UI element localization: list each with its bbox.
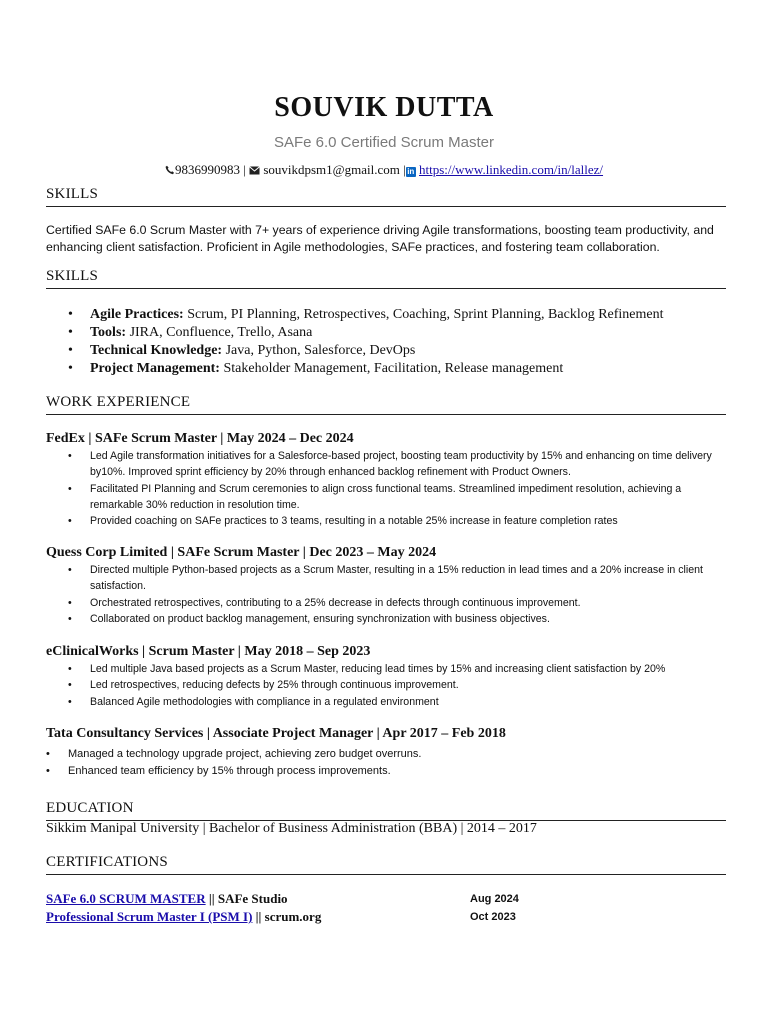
skills-heading: SKILLS (46, 268, 726, 289)
phone-number: 9836990983 (174, 162, 240, 177)
contact-separator: | (239, 162, 250, 177)
job-title-quess: Quess Corp Limited | SAFe Scrum Master | Dec 2023 – May 2024 (46, 545, 437, 560)
job-title-eclinicalworks: eClinicalWorks | Scrum Master | May 2018 – Sep 2023 (46, 644, 371, 659)
list-item: • Managed a technology upgrade project, achieving zero budget overruns. (46, 746, 706, 763)
certification-link[interactable]: SAFe 6.0 SCRUM MASTER (46, 891, 206, 906)
list-item: • Led multiple Java based projects as a Scrum Master, reducing lead times by 15% and increasing client satisfaction by 20% (68, 661, 728, 677)
list-item: • Provided coaching on SAFe practices to 3 teams, resulting in a notable 25% increase in feature completion rates (68, 513, 728, 529)
list-item: • Technical Knowledge: Java, Python, Salesforce, DevOps (68, 342, 748, 360)
candidate-name: SOUVIK DUTTA (274, 92, 494, 123)
certification-issuer: || scrum.org (252, 909, 322, 924)
certification-date: Oct 2023 (470, 911, 516, 923)
job-bullets-tcs (46, 746, 706, 780)
skills-list (68, 306, 748, 378)
certification-row (46, 891, 746, 907)
summary-text: Certified SAFe 6.0 Scrum Master with 7+ years of experience driving Agile transformations, boosting team productivity, and enhancing client satisfaction. Proficient in Agile methodologies, SAFe practices, and fostering team collaboration. (46, 223, 714, 254)
education-heading: EDUCATION (46, 800, 726, 821)
list-item: • Collaborated on product backlog management, ensuring synchronization with business objectives. (68, 611, 728, 627)
list-item: • Agile Practices: Scrum, PI Planning, Retrospectives, Coaching, Sprint Planning, Backlog Refinement (68, 306, 748, 324)
email-address: souvikdpsm1@gmail.com (263, 162, 400, 177)
phone-icon (165, 163, 175, 179)
job-bullets-fedex (68, 448, 728, 529)
certification-issuer: || SAFe Studio (205, 891, 288, 906)
linkedin-icon: in (407, 167, 415, 176)
list-item: • Orchestrated retrospectives, contributing to a 25% decrease in defects through continuous improvement. (68, 595, 728, 611)
job-title-tcs: Tata Consultancy Services | Associate Project Manager | Apr 2017 – Feb 2018 (46, 726, 506, 741)
certification-date: Aug 2024 (470, 893, 519, 905)
job-bullets-quess (68, 562, 728, 627)
contact-separator-2: | (399, 162, 406, 177)
contact-line (0, 162, 768, 179)
list-item: • Directed multiple Python-based projects as a Scrum Master, resulting in a 15% reduction in lead times and a 20% increase in client satisfaction. (68, 562, 728, 595)
summary-heading: SKILLS (46, 186, 726, 207)
candidate-subtitle: SAFe 6.0 Certified Scrum Master (273, 134, 495, 151)
list-item: • Project Management: Stakeholder Management, Facilitation, Release management (68, 360, 748, 378)
job-title-fedex: FedEx | SAFe Scrum Master | May 2024 – Dec 2024 (46, 431, 354, 446)
list-item: • Enhanced team efficiency by 15% through process improvements. (46, 763, 706, 780)
list-item: • Led Agile transformation initiatives for a Salesforce-based project, boosting team productivity by 15% and enhancing on time delivery by10%. Improved sprint efficiency by 20% through enhanced backlog refinement with Product Owners. (68, 448, 728, 481)
education-entry: Sikkim Manipal University | Bachelor of Business Administration (BBA) | 2014 – 2017 (46, 821, 537, 836)
job-bullets-eclinicalworks (68, 661, 728, 710)
list-item: • Balanced Agile methodologies with compliance in a regulated environment (68, 694, 728, 710)
list-item: • Tools: JIRA, Confluence, Trello, Asana (68, 324, 748, 342)
certification-link[interactable]: Professional Scrum Master I (PSM I) (46, 909, 253, 924)
work-experience-heading: WORK EXPERIENCE (46, 394, 726, 415)
list-item: • Led retrospectives, reducing defects by 25% through continuous improvement. (68, 677, 728, 693)
certifications-heading: CERTIFICATIONS (46, 854, 726, 875)
envelope-icon (249, 163, 260, 179)
certification-row (46, 909, 746, 925)
list-item: • Facilitated PI Planning and Scrum ceremonies to align cross functional teams. Streamlined impediment resolution, achieving a remarkable 30% reduction in resolution time. (68, 481, 728, 514)
linkedin-link[interactable]: https://www.linkedin.com/in/lallez/ (419, 162, 604, 177)
